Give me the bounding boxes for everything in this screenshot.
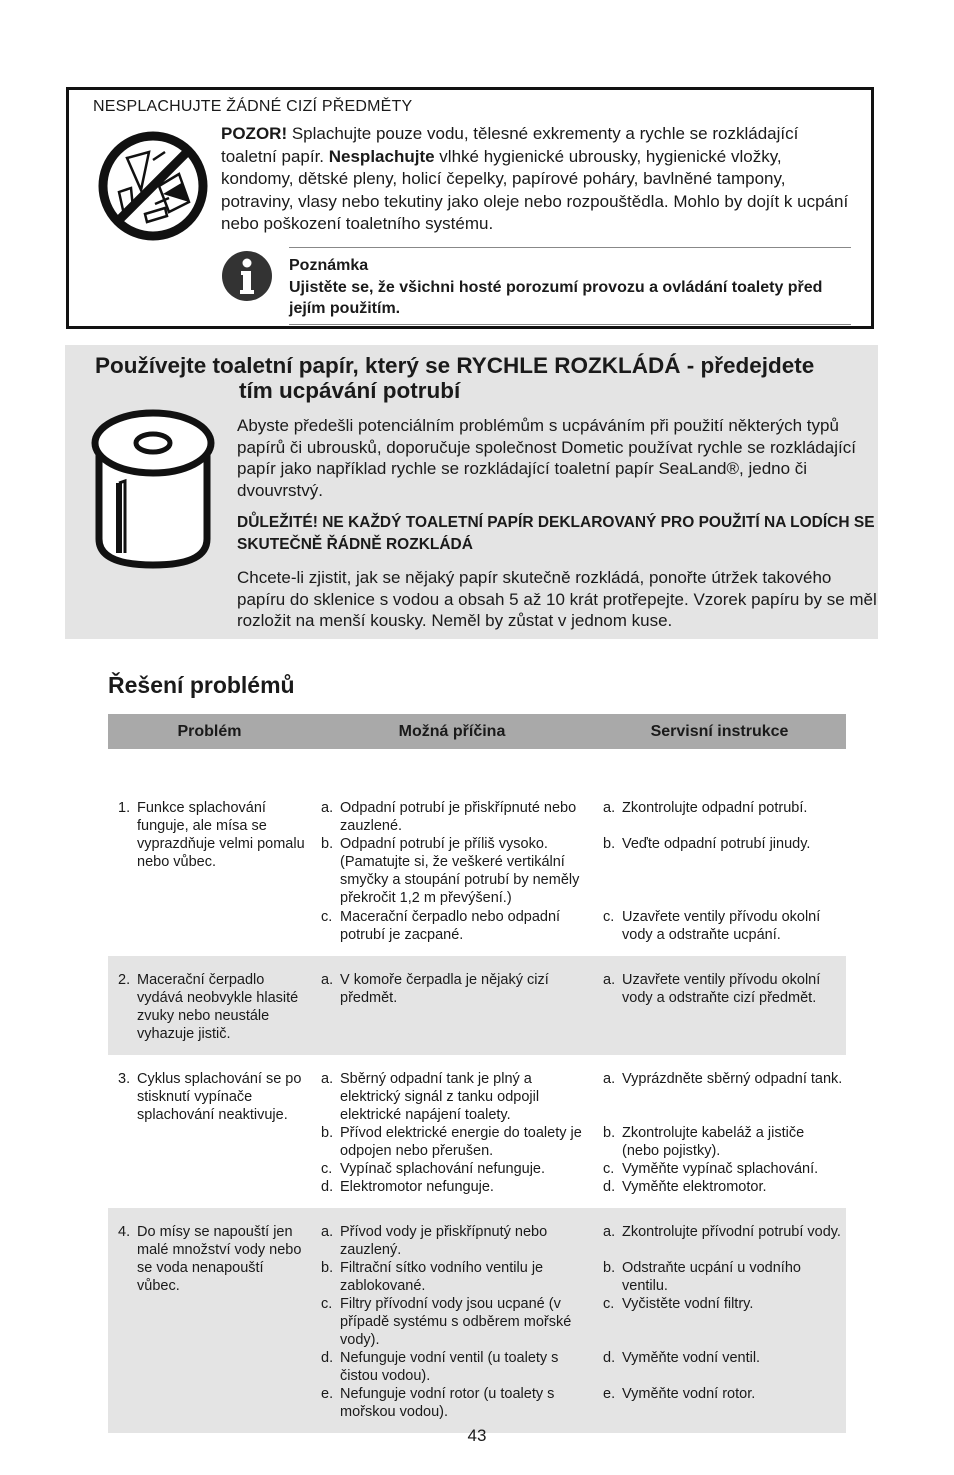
item-marker: 4. <box>118 1224 131 1240</box>
paper-text <box>237 415 877 643</box>
service-item <box>603 799 843 817</box>
item-text: Macerační čerpadlo nebo odpadní potrubí je zacpané. <box>340 909 561 943</box>
paper-paragraph-2: Chcete-li zjistit, jak se nějaký papír skutečně rozkládá, ponořte útržek takového papíru do sklenice s vodou a obsah 5 až 10 krát protřepejte. Vzorek papíru by se měl rozložit na menší kousky. Neměl by zůstat v jednom kuse. <box>237 568 877 630</box>
item-marker: b. <box>603 1260 616 1276</box>
item-text: Elektromotor nefunguje. <box>340 1179 494 1195</box>
item-text: Do mísy se napouští jen malé množství vody nebo se voda nenapouští vůbec. <box>137 1224 302 1294</box>
paper-section-title <box>95 353 885 403</box>
item-text: Vyčistěte vodní filtry. <box>622 1296 754 1312</box>
item-marker: c. <box>321 909 333 925</box>
item-text: Uzavřete ventily přívodu okolní vody a odstraňte cizí předmět. <box>622 972 821 1006</box>
item-text: Funkce splachování funguje, ale mísa se vyprazdňuje velmi pomalu nebo vůbec. <box>137 800 305 870</box>
service-item <box>603 1160 843 1178</box>
item-marker: b. <box>603 1125 616 1141</box>
table-header <box>108 714 846 749</box>
item-marker: c. <box>603 909 615 925</box>
item-text: Filtry přívodní vody jsou ucpané (v případě systému s odběrem mořské vody). <box>340 1296 572 1348</box>
cause-item <box>321 908 589 944</box>
toilet-paper-roll-icon <box>85 403 219 571</box>
item-marker: 2. <box>118 972 131 988</box>
warning-bold-nesplachujte: Nesplachujte <box>328 146 435 166</box>
item-text: Zkontrolujte přívodní potrubí vody. <box>622 1224 841 1240</box>
service-item <box>603 835 843 853</box>
item-text: Nefunguje vodní rotor (u toalety s mořskou vodou). <box>340 1386 555 1420</box>
column-header-problem: Problém <box>177 722 242 740</box>
warning-box <box>66 87 874 329</box>
cause-item <box>321 1349 589 1385</box>
item-text: Zkontrolujte odpadní potrubí. <box>622 800 808 816</box>
note-label: Poznámka <box>289 257 369 274</box>
table-row <box>108 1055 846 1208</box>
cause-item <box>321 1160 589 1178</box>
item-text: Macerační čerpadlo vydává neobvykle hlasité zvuky nebo neustále vyhazuje jistič. <box>137 972 299 1042</box>
table-row <box>108 749 846 956</box>
problem-cell <box>118 971 308 1043</box>
service-item <box>603 908 843 944</box>
item-marker: a. <box>321 972 334 988</box>
cause-item <box>321 1124 589 1160</box>
item-marker: b. <box>603 836 616 852</box>
item-marker: b. <box>321 1260 334 1276</box>
problem-cell <box>118 1070 308 1124</box>
warning-title: NESPLACHUJTE ŽÁDNÉ CIZÍ PŘEDMĚTY <box>93 98 413 115</box>
item-text: V komoře čerpadla je nějaký cizí předmět. <box>340 972 549 1006</box>
toilet-paper-section <box>65 345 878 639</box>
note <box>289 255 851 320</box>
service-item <box>603 971 843 1007</box>
item-marker: 1. <box>118 800 131 816</box>
table-row <box>108 956 846 1055</box>
item-text: Vyměňte elektromotor. <box>622 1179 767 1195</box>
item-text: Filtrační sítko vodního ventilu je zablokované. <box>340 1260 544 1294</box>
item-marker: d. <box>321 1350 334 1366</box>
info-icon <box>221 250 273 302</box>
item-marker: a. <box>603 972 616 988</box>
no-flush-objects-icon <box>97 130 209 242</box>
item-marker: a. <box>321 1224 334 1240</box>
page-number: 43 <box>467 1426 487 1445</box>
service-item <box>603 1349 843 1367</box>
service-item <box>603 1070 843 1088</box>
service-item <box>603 1223 843 1241</box>
item-marker: a. <box>603 1071 616 1087</box>
cause-item <box>321 1295 589 1349</box>
item-marker: a. <box>603 1224 616 1240</box>
cause-item <box>321 971 589 1007</box>
column-header-cause: Možná příčina <box>398 722 506 740</box>
cause-item <box>321 799 589 835</box>
item-text: Odstraňte ucpání u vodního ventilu. <box>622 1260 801 1294</box>
item-text: Přívod vody je přiskřípnutý nebo zauzlený. <box>340 1224 548 1258</box>
cause-item <box>321 1223 589 1259</box>
item-marker: a. <box>321 1071 334 1087</box>
pozor-label: POZOR! <box>221 124 288 143</box>
item-text: Odpadní potrubí je přiskřípnuté nebo zauzlené. <box>340 800 577 834</box>
item-text: Odpadní potrubí je příliš vysoko. (Pamatujte si, že veškeré vertikální smyčky a stoupání potrubí by neměly překročit 1,2 m převýšení.) <box>340 836 580 906</box>
service-item <box>603 1385 843 1403</box>
item-text: Vyměňte vodní ventil. <box>622 1350 761 1366</box>
item-text: Cyklus splachování se po stisknutí vypínače splachování neaktivuje. <box>137 1071 302 1123</box>
cause-item <box>321 1178 589 1196</box>
item-text: Zkontrolujte kabeláž a jističe (nebo pojistky). <box>622 1125 805 1159</box>
service-item <box>603 1259 843 1295</box>
cause-item <box>321 835 589 907</box>
warning-text-1: Splachujte pouze vodu, tělesné exkrementy a rychle se rozkládající toaletní papír. <box>221 124 799 166</box>
item-marker: 3. <box>118 1071 131 1087</box>
cause-item <box>321 1259 589 1295</box>
item-marker: c. <box>321 1296 333 1312</box>
problem-cell <box>118 1223 308 1295</box>
item-marker: b. <box>321 836 334 852</box>
item-text: Přívod elektrické energie do toalety je odpojen nebo přerušen. <box>340 1125 582 1159</box>
item-text: Nefunguje vodní ventil (u toalety s čistou vodou). <box>340 1350 559 1384</box>
item-marker: d. <box>321 1179 334 1195</box>
item-marker: b. <box>321 1125 334 1141</box>
item-text: Vyměňte vypínač splachování. <box>622 1161 819 1177</box>
service-item <box>603 1295 843 1313</box>
item-text: Vypínač splachování nefunguje. <box>340 1161 546 1177</box>
item-marker: e. <box>603 1386 616 1402</box>
item-marker: c. <box>603 1161 615 1177</box>
item-marker: c. <box>603 1296 615 1312</box>
item-text: Uzavřete ventily přívodu okolní vody a odstraňte ucpání. <box>622 909 821 943</box>
warning-text-2: vlhké hygienické ubrousky, hygienické vložky, kondomy, dětské pleny, holicí čepelky, papírové poháry, bavlněné tampony, potraviny, vlasy nebo tekutiny jako oleje nebo rozpouštědla. Mohlo by dojít k ucpání nebo poškození toaletního systému. <box>221 146 849 233</box>
item-text: Sběrný odpadní tank je plný a elektrický signál z tanku odpojil elektrické napájení toalety. <box>340 1071 540 1123</box>
cause-item <box>321 1385 589 1421</box>
item-marker: a. <box>603 800 616 816</box>
troubleshooting-table <box>108 714 846 1433</box>
item-marker: e. <box>321 1386 334 1402</box>
note-divider-top <box>289 247 851 248</box>
note-divider-bottom <box>289 324 851 325</box>
paper-title-line1: Používejte toaletní papír, který se RYCHLE ROZKLÁDÁ - předejdete <box>95 353 815 378</box>
service-item <box>603 1124 843 1160</box>
service-item <box>603 1178 843 1196</box>
item-marker: c. <box>321 1161 333 1177</box>
paper-title-line2: tím ucpávání potrubí <box>239 378 461 403</box>
item-text: Vyměňte vodní rotor. <box>622 1386 756 1402</box>
item-text: Veďte odpadní potrubí jinudy. <box>622 836 811 852</box>
problem-cell <box>118 799 308 871</box>
warning-text <box>221 123 851 236</box>
item-marker: d. <box>603 1350 616 1366</box>
column-header-service: Servisní instrukce <box>650 722 789 740</box>
cause-item <box>321 1070 589 1124</box>
paper-paragraph-1: Abyste předešli potenciálním problémům s ucpáváním při použití některých typů papírů či ubrousků, doporučuje společnost Dometic používat rychle se rozkládající papír jako například rychle se rozkládající toaletní papír SeaLand®, jedno či dvouvrstvý. <box>237 416 856 500</box>
troubleshooting-heading: Řešení problémů <box>108 672 295 698</box>
table-row <box>108 1208 846 1433</box>
item-text: Vyprázdněte sběrný odpadní tank. <box>622 1071 843 1087</box>
paper-important: DŮLEŽITÉ! NE KAŽDÝ TOALETNÍ PAPÍR DEKLAROVANÝ PRO POUŽITÍ NA LODÍCH SE SKUTEČNĚ ŘÁDNĚ ROZKLÁDÁ <box>237 514 875 553</box>
note-text: Ujistěte se, že všichni hosté porozumí provozu a ovládání toalety před jejím použitím. <box>289 278 823 317</box>
item-marker: d. <box>603 1179 616 1195</box>
item-marker: a. <box>321 800 334 816</box>
